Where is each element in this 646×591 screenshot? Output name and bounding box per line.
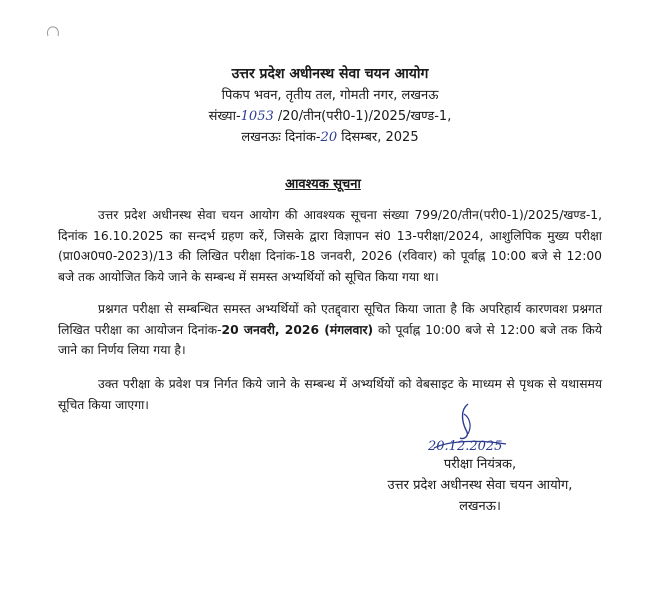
signatory-city: लखनऊ। [459,499,501,514]
signatory-designation: परीक्षा नियंत्रक, [443,457,517,472]
notice-title: आवश्यक सूचना [285,177,361,192]
org-name: उत्तर प्रदेश अधीनस्थ सेवा चयन आयोग [231,66,429,82]
date-day-handwritten: 20 [320,130,338,145]
paragraph-3: उक्त परीक्षा के प्रवेश पत्र निर्गत किये जाने के सम्बन्ध में अभ्यर्थियों को वेबसाइट के माध्यम से पृथक से यथासमय सूचित किया जाएगा। [58,377,602,412]
paragraph-2 [58,299,602,361]
letterhead [150,64,510,148]
reference-suffix: /20/तीन(परी0-1)/2025/खण्ड-1, [273,109,452,124]
punch-mark-icon [44,24,62,38]
date-suffix: दिसम्बर, 2025 [337,130,419,145]
signature [390,400,520,462]
paragraph-2-text-start: प्रश्नगत परीक्षा से सम्बन्धित समस्त अभ्यर्थियों को एतद्द्वारा सूचित किया जाता है कि अपरिहार्य कारणवश प्रश्नगत लिखित परीक्षा का आयोजन दिनांक- [58,302,602,337]
org-address: पिकप भवन, तृतीय तल, गोमती नगर, लखनऊ [221,88,439,103]
date-line [150,127,510,148]
reference-line [150,106,510,127]
signature-date: 20.12.2025 [428,439,503,454]
signatory-org: उत्तर प्रदेश अधीनस्थ सेवा चयन आयोग, [387,478,573,493]
date-prefix: लखनऊः दिनांक- [241,130,321,145]
reference-number-handwritten: 1053 [240,109,274,124]
new-exam-date: 20 जनवरी, 2026 (मंगलवार) [221,322,374,337]
paragraph-2-text-end: को पूर्वाह्न 10:00 बजे से 12:00 बजे तक किये जाने का निर्णय लिया गया है। [58,322,602,358]
signatory [360,454,600,517]
reference-prefix: संख्या- [208,109,241,124]
paragraph-1: उत्तर प्रदेश अधीनस्थ सेवा चयन आयोग की आवश्यक सूचना संख्या 799/20/तीन(परी0-1)/2025/खण्ड-1, दिनांक 16.10.2025 का सन्दर्भ ग्रहण करें, जिसके द्वारा विज्ञापन सं0 13-परीक्षा/2024, आशुलिपिक मुख्य परीक्षा (प्रा0अ0प0-2023)/13 की लिखित परीक्षा दिनांक-18 जनवरी, 2026 (रविवार) को पूर्वाह्न 10:00 बजे से 12:00 बजे तक आयोजित किये जाने के सम्बन्ध में समस्त अभ्यर्थियों को सूचित किया गया था। [58,208,602,284]
